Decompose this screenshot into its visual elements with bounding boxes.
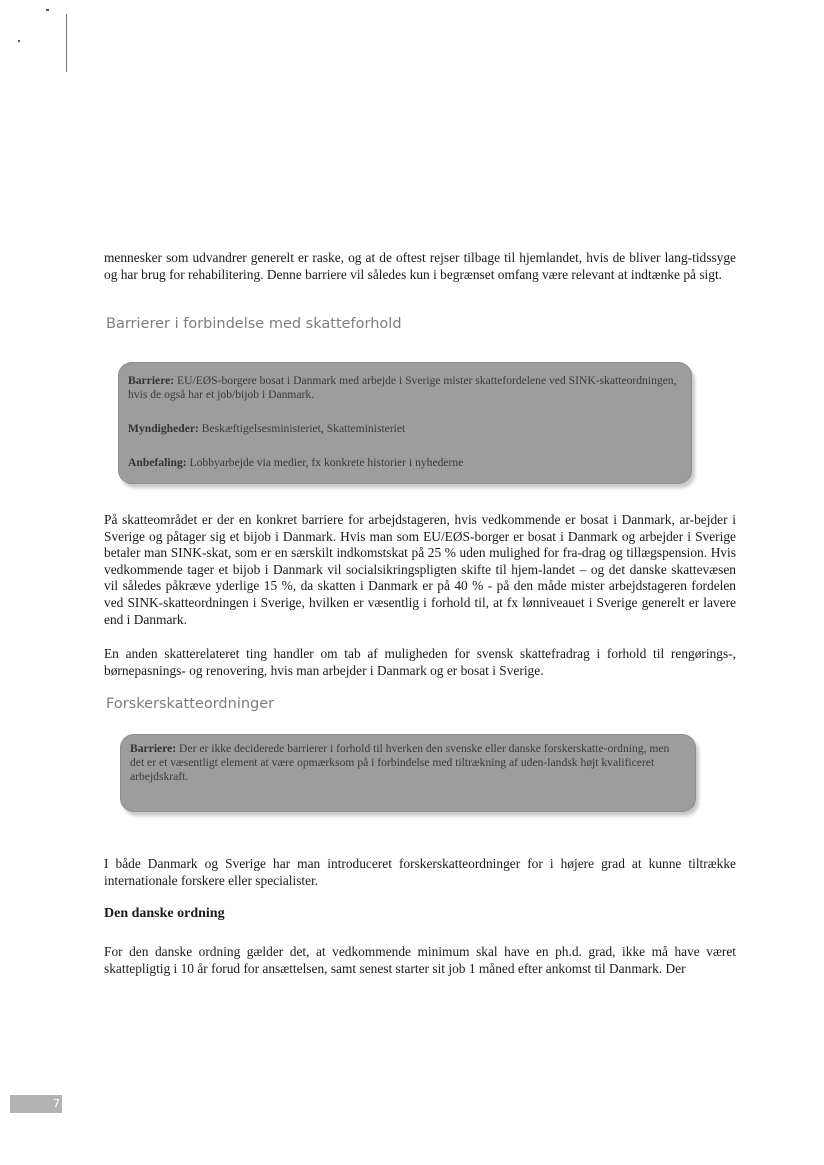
- authorities-label: Myndigheder:: [128, 422, 199, 435]
- scan-mark: [46, 9, 49, 11]
- paragraph-intro: mennesker som udvandrer generelt er raske, og at de oftest rejser tilbage til hjemlandet, hvis de bliver lang-tidssyge og har brug for rehabilitering. Denne barriere vil således kun i begrænset omfang være relevant at indtænke på sigt.: [104, 250, 736, 282]
- page-number: 7: [10, 1095, 62, 1113]
- barrier-box-researcher: [120, 734, 696, 812]
- barrier-text: EU/EØS-borgere bosat i Danmark med arbejde i Sverige mister skattefordelene ved SINK-skatteordningen, hvis de også har et job/bijob i Danmark.: [128, 374, 677, 402]
- authorities-row: [128, 422, 678, 436]
- section-heading-researcher-tax: Forskerskatteordninger: [106, 696, 275, 712]
- barrier-row: [130, 742, 682, 785]
- scan-edge-line: [66, 14, 67, 72]
- authorities-text: Beskæftigelsesministeriet, Skatteministeriet: [201, 422, 406, 435]
- paragraph-danish-scheme: For den danske ordning gælder det, at vedkommende minimum skal have en ph.d. grad, ikke må have været skattepligtig i 10 år forud for ansættelsen, samt senest starter sit job 1 måned efter ankomst til Danmark. Der: [104, 944, 736, 976]
- section-heading-tax: Barrierer i forbindelse med skatteforhold: [106, 316, 402, 332]
- scan-mark: [18, 40, 20, 42]
- subheading-danish-scheme: Den danske ordning: [104, 906, 225, 921]
- recommendation-row: [128, 456, 678, 470]
- barrier-label: Barriere:: [130, 742, 177, 755]
- paragraph-tax-deduction: En anden skatterelateret ting handler om tab af muligheden for svensk skattefradrag i forhold til rengørings-, børnepasnings- og renovering, hvis man arbejder i Danmark og er bosat i Sverige.: [104, 646, 736, 678]
- recommendation-label: Anbefaling:: [128, 456, 187, 469]
- paragraph-researcher-intro: I både Danmark og Sverige har man introduceret forskerskatteordninger for i højere grad at kunne tiltrække internationale forskere eller specialister.: [104, 856, 736, 888]
- barrier-text: Der er ikke deciderede barrierer i forhold til hverken den svenske eller danske forskerskatte-ordning, men det er et væsentligt element at være opmærksom på i forbindelse med tiltrækning af uden-landsk højt kvalificeret arbejdskraft.: [130, 742, 670, 784]
- barrier-box-tax: [118, 362, 692, 484]
- barrier-row: [128, 374, 678, 402]
- recommendation-text: Lobbyarbejde via medier, fx konkrete historier i nyhederne: [189, 456, 464, 469]
- paragraph-tax-barrier: På skatteområdet er der en konkret barriere for arbejdstageren, hvis vedkommende er bosat i Danmark, ar-bejder i Sverige og påtager sig et bijob i Danmark. Hvis man som EU/EØS-borger er bosat i Danmark og arbejder i Sverige betaler man SINK-skat, som er en særskilt indkomstskat på 25 % uden mulighed for fra-drag og tillægspension. Hvis vedkommende tager et bijob i Danmark vil socialsikringspligten skifte til hjem-landet – og det danske skattevæsen vil således påkræve yderlige 15 %, da skatten i Danmark er på 40 % - på den måde mister arbejdstageren fordelen ved SINK-skatteordningen i Sverige, hvilken er væsentlig i forhold til, at fx lønniveauet i Sverige generelt er lavere end i Danmark.: [104, 512, 736, 627]
- barrier-label: Barriere:: [128, 374, 175, 387]
